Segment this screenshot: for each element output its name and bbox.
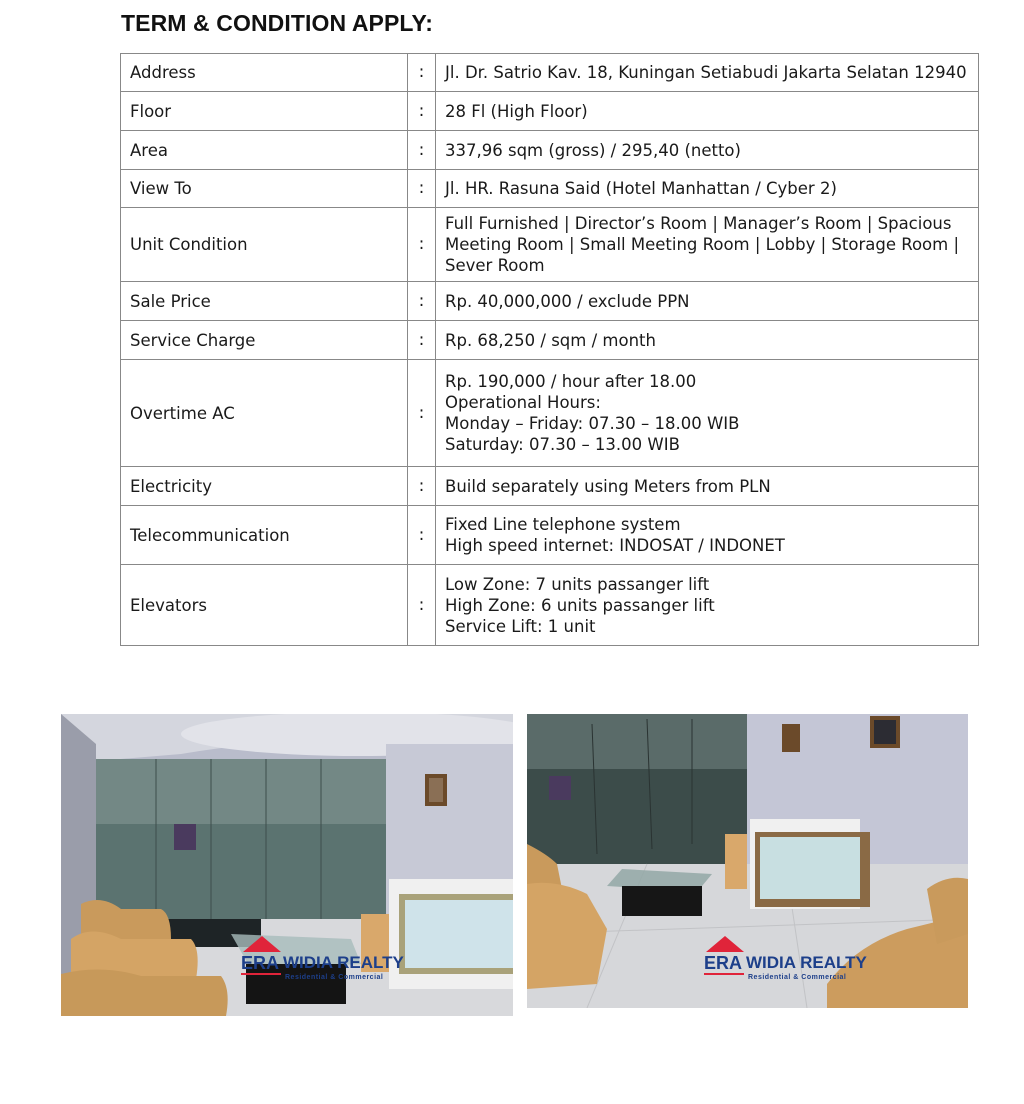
row-separator: : bbox=[408, 321, 436, 360]
value-line: 28 Fl (High Floor) bbox=[445, 101, 588, 121]
row-label: Telecommunication bbox=[121, 506, 408, 565]
row-separator: : bbox=[408, 467, 436, 506]
row-separator: : bbox=[408, 54, 436, 92]
table-row bbox=[121, 282, 979, 321]
value-line: Sever Room bbox=[445, 256, 545, 275]
table-row bbox=[121, 131, 979, 170]
row-value bbox=[436, 565, 979, 646]
value-line: Jl. Dr. Satrio Kav. 18, Kuningan Setiabudi Jakarta Selatan 12940 bbox=[445, 63, 967, 82]
row-value bbox=[436, 208, 979, 282]
table-row bbox=[121, 467, 979, 506]
table-row bbox=[121, 92, 979, 131]
row-label: Elevators bbox=[121, 565, 408, 646]
photo-watermark bbox=[704, 953, 867, 981]
row-separator: : bbox=[408, 506, 436, 565]
row-separator: : bbox=[408, 92, 436, 131]
value-line: High Zone: 6 units passanger lift bbox=[445, 595, 715, 615]
row-separator: : bbox=[408, 208, 436, 282]
office-photo-lobby bbox=[61, 714, 513, 1016]
era-logo: ERA bbox=[241, 954, 279, 972]
value-line: Jl. HR. Rasuna Said (Hotel Manhattan / Cyber 2) bbox=[445, 179, 837, 198]
row-value bbox=[436, 321, 979, 360]
value-line: Saturday: 07.30 – 13.00 WIB bbox=[445, 435, 680, 454]
row-value bbox=[436, 360, 979, 467]
table-row bbox=[121, 170, 979, 208]
value-line: Low Zone: 7 units passanger lift bbox=[445, 574, 710, 594]
watermark-brand: WIDIA REALTY bbox=[746, 953, 867, 972]
row-label: Service Charge bbox=[121, 321, 408, 360]
row-label: Floor bbox=[121, 92, 408, 131]
photo-watermark bbox=[241, 953, 404, 981]
value-line: Meeting Room | Small Meeting Room | Lobby | Storage Room | bbox=[445, 235, 960, 254]
row-label: Unit Condition bbox=[121, 208, 408, 282]
row-separator: : bbox=[408, 170, 436, 208]
table-row bbox=[121, 506, 979, 565]
watermark-brand: WIDIA REALTY bbox=[283, 953, 404, 972]
value-line: Rp. 68,250 / sqm / month bbox=[445, 330, 656, 350]
row-separator: : bbox=[408, 282, 436, 321]
row-value bbox=[436, 54, 979, 92]
row-label: View To bbox=[121, 170, 408, 208]
row-label: Electricity bbox=[121, 467, 408, 506]
value-line: Service Lift: 1 unit bbox=[445, 616, 596, 636]
row-value bbox=[436, 131, 979, 170]
row-label: Sale Price bbox=[121, 282, 408, 321]
house-roof-icon bbox=[706, 936, 744, 952]
value-line: Rp. 190,000 / hour after 18.00 bbox=[445, 372, 697, 391]
logo-underline bbox=[241, 973, 281, 975]
row-label: Overtime AC bbox=[121, 360, 408, 467]
row-separator: : bbox=[408, 565, 436, 646]
row-separator: : bbox=[408, 131, 436, 170]
row-value bbox=[436, 467, 979, 506]
logo-underline bbox=[704, 973, 744, 975]
row-value bbox=[436, 282, 979, 321]
row-separator: : bbox=[408, 360, 436, 467]
table-row bbox=[121, 208, 979, 282]
table-row bbox=[121, 565, 979, 646]
table-row bbox=[121, 54, 979, 92]
value-line: Operational Hours: bbox=[445, 393, 601, 412]
table-row bbox=[121, 360, 979, 467]
terms-table bbox=[120, 53, 979, 646]
era-logo: ERA bbox=[704, 954, 742, 972]
row-label: Address bbox=[121, 54, 408, 92]
value-line: Build separately using Meters from PLN bbox=[445, 476, 771, 496]
value-line: 337,96 sqm (gross) / 295,40 (netto) bbox=[445, 140, 741, 160]
row-label: Area bbox=[121, 131, 408, 170]
page-title: TERM & CONDITION APPLY: bbox=[121, 10, 433, 36]
value-line: Rp. 40,000,000 / exclude PPN bbox=[445, 291, 690, 311]
value-line: Full Furnished | Director’s Room | Manager’s Room | Spacious bbox=[445, 214, 952, 233]
house-roof-icon bbox=[243, 936, 281, 952]
table-row bbox=[121, 321, 979, 360]
value-line: Fixed Line telephone system bbox=[445, 515, 681, 534]
watermark-tagline: Residential & Commercial bbox=[748, 974, 847, 981]
value-line: Monday – Friday: 07.30 – 18.00 WIB bbox=[445, 414, 740, 433]
row-value bbox=[436, 92, 979, 131]
watermark-tagline: Residential & Commercial bbox=[285, 974, 384, 981]
row-value bbox=[436, 170, 979, 208]
office-photo-reception bbox=[527, 714, 968, 1008]
row-value bbox=[436, 506, 979, 565]
value-line: High speed internet: INDOSAT / INDONET bbox=[445, 536, 785, 555]
